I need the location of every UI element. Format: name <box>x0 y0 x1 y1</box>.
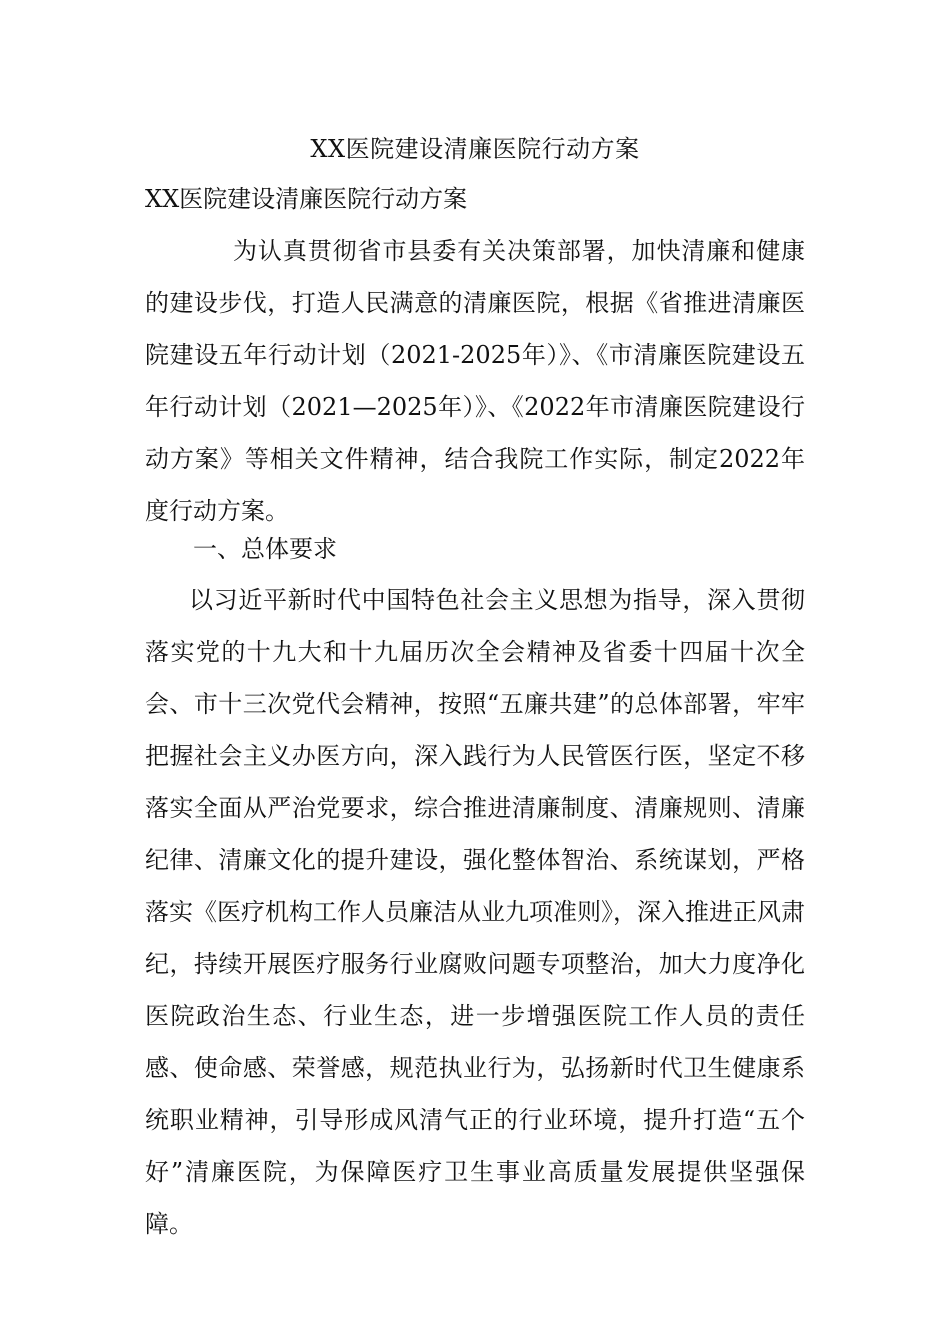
section-heading-general-requirements: 一、总体要求 <box>193 535 337 563</box>
general-requirements-paragraph: 以习近平新时代中国特色社会主义思想为指导，深入贯彻落实党的十九大和十九届历次全会精神及省委十四届十次全会、市十三次党代会精神，按照“五廉共建”的总体部署，牢牢把握社会主义办医方向，深入践行为人民管医行医，坚定不移落实全面从严治党要求，综合推进清廉制度、清廉规则、清廉纪律、清廉文化的提升建设，强化整体智治、系统谋划，严格落实《医疗机构工作人员廉洁从业九项准则》，深入推进正风肃纪，持续开展医疗服务行业腐败问题专项整治，加大力度净化医院政治生态、行业生态，进一步增强医院工作人员的责任感、使命感、荣誉感，规范执业行为，弘扬新时代卫生健康系统职业精神，引导形成风清气正的行业环境，提升打造“五个好”清廉医院，为保障医疗卫生事业高质量发展提供坚强保障。 <box>145 586 805 1238</box>
document-title: XX医院建设清廉医院行动方案 <box>310 135 640 163</box>
intro-paragraph: 为认真贯彻省市县委有关决策部署，加快清廉和健康的建设步伐，打造人民满意的清廉医院，根据《省推进清廉医院建设五年行动计划（2021-2025年）》、《市清廉医院建设五年行动计划（2021—2025年）》、《2022年市清廉医院建设行动方案》等相关文件精神，结合我院工作实际，制定2022年度行动方案。 <box>145 237 805 525</box>
document-subtitle: XX医院建设清廉医院行动方案 <box>145 185 468 213</box>
